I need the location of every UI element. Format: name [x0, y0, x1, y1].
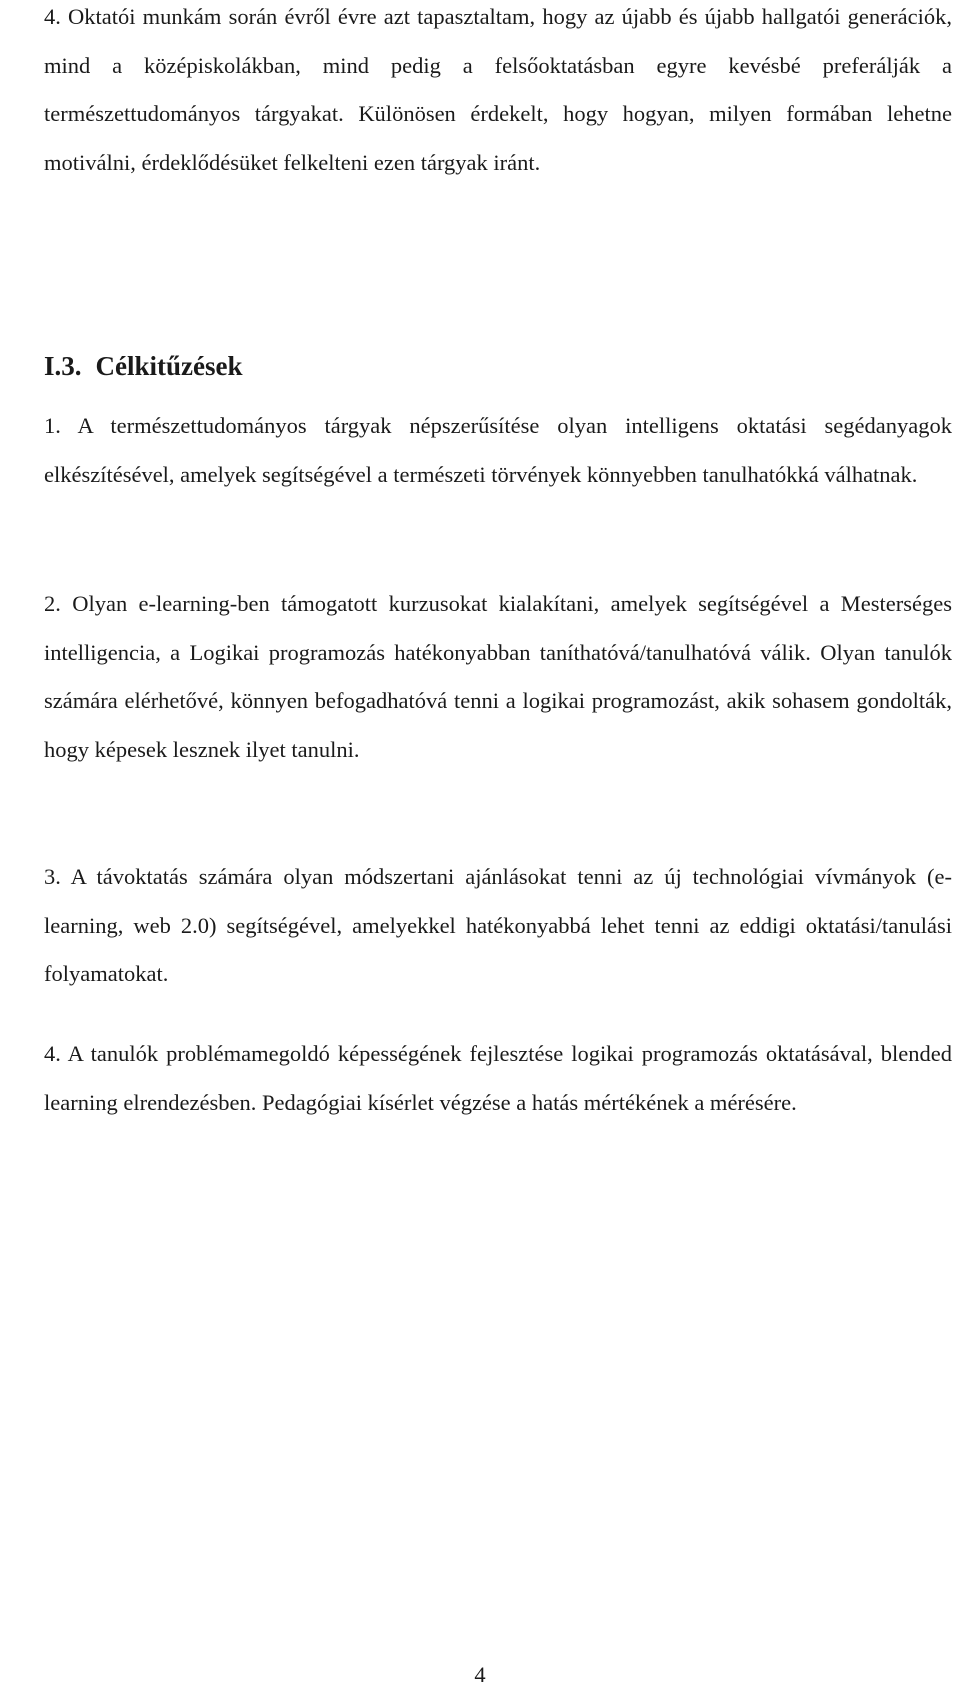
section-title: Célkitűzések — [95, 351, 243, 381]
goal-item — [44, 853, 952, 999]
goal-item — [44, 580, 952, 774]
goal-number: 4. — [44, 1041, 61, 1066]
goal-number: 2. — [44, 591, 61, 616]
goal-text: Olyan e-learning-ben támogatott kurzusokat kialakítani, amelyek segítségével a Mesterséges intelligencia, a Logikai programozás hatékonyabban taníthatóvá/tanulhatóvá válik. Olyan tanulók számára elérhetővé, könnyen befogadhatóvá tenni a logikai programozást, akik sohasem gondolták, hogy képesek lesznek ilyet tanulni. — [44, 591, 952, 762]
page-number: 4 — [474, 1662, 486, 1687]
goal-text: A természettudományos tárgyak népszerűsítése olyan intelligens oktatási segédanyagok elkészítésével, amelyek segítségével a természeti törvények könnyebben tanulhatókká válhatnak. — [44, 413, 952, 487]
section-number: I.3. — [44, 351, 82, 381]
intro-number: 4. — [44, 4, 61, 29]
goal-text: A tanulók problémamegoldó képességének fejlesztése logikai programozás oktatásával, blended learning elrendezésben. Pedagógiai kísérlet végzése a hatás mértékének a mérésére. — [44, 1041, 952, 1115]
goal-number: 1. — [44, 413, 61, 438]
goal-item — [44, 402, 952, 499]
goal-number: 3. — [44, 864, 61, 889]
goal-text: A távoktatás számára olyan módszertani ajánlásokat tenni az új technológiai vívmányok (e-learning, web 2.0) segítségével, amelyekkel hatékonyabbá lehet tenni az eddigi oktatási/tanulási folyamatokat. — [44, 864, 953, 986]
intro-text: Oktatói munkám során évről évre azt tapasztaltam, hogy az újabb és újabb hallgatói generációk, mind a középiskolákban, mind pedig a felsőoktatásban egyre kevésbé preferálják a természettudományos tárgyakat. Különösen érdekelt, hogy hogyan, milyen formában lehetne motiválni, érdeklődésüket felkelteni ezen tárgyak iránt. — [44, 4, 952, 175]
intro-paragraph — [44, 0, 952, 187]
goal-item — [44, 1030, 952, 1127]
section-heading — [44, 348, 243, 384]
